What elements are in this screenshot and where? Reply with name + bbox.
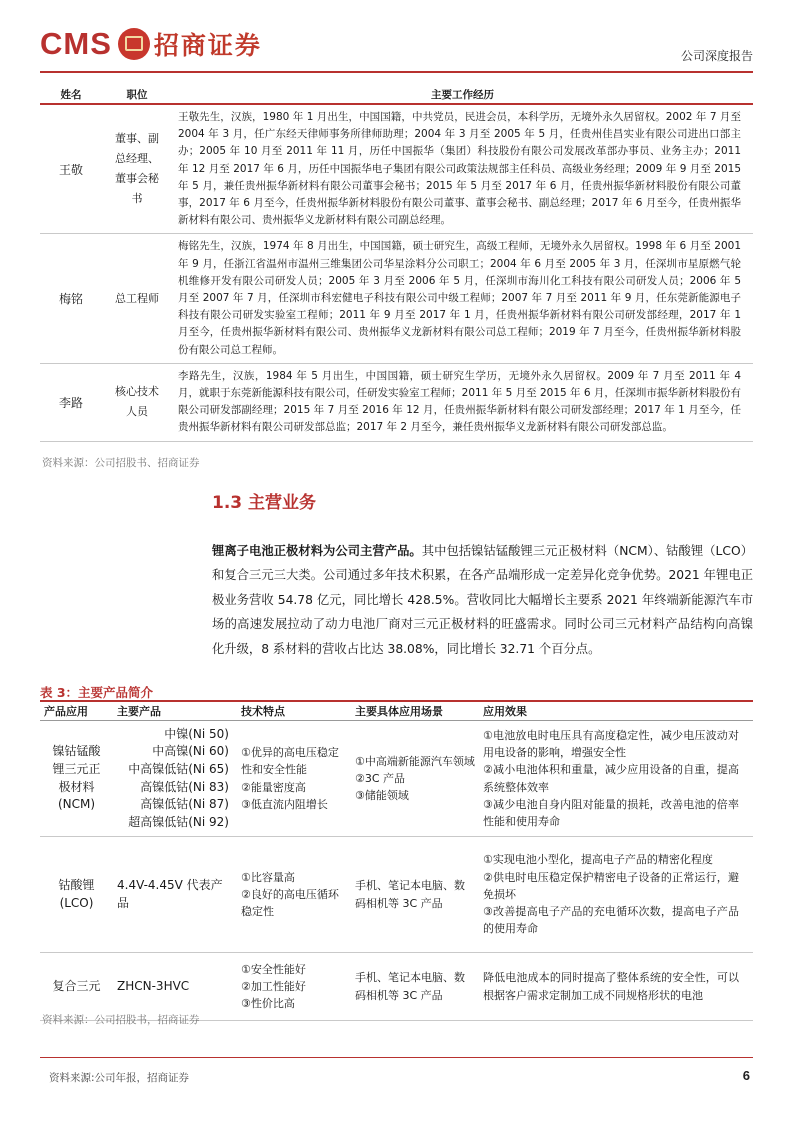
application-line: 复合三元 <box>52 978 101 993</box>
col-header-features: 技术特点 <box>237 701 351 721</box>
paragraph-body: 其中包括镍钴锰酸锂三元正极材料（NCM）、钴酸锂（LCO）和复合三元三大类。公司通过多年技术积累，在各产品端形成一定差异化竞争优势。2021 年锂电正极业务营收 54.78 亿元，同比增长 428.5%。营收同比大幅增长主要系 2021 年终端新能源汽车市场的高速发展拉动了动力电池厂商对三元正极材料的旺盛需求。同时公司三元材料产品结构向高镍化升级，8 系材料的营收占比达 38.08%，同比增长 32.71 个百分点。 <box>212 544 753 656</box>
product-application <box>40 721 113 837</box>
application-line: (LCO) <box>59 895 94 910</box>
application-line: 镍钴锰酸 <box>52 744 101 759</box>
paragraph-lead: 锂离子电池正极材料为公司主营产品。 <box>212 544 422 558</box>
col-header-product: 主要产品 <box>113 701 237 721</box>
page-number: 6 <box>742 1068 750 1083</box>
product-item: 4.4V-4.45V 代表产品 <box>117 877 223 910</box>
product-item: 中高镍(Ni 60) <box>152 744 229 759</box>
table-row <box>40 363 753 441</box>
logo-emblem-icon <box>118 28 150 60</box>
product-scenarios: 手机、笔记本电脑、数码相机等 3C 产品 <box>351 837 479 953</box>
table-title: 表 3：主要产品简介 <box>40 685 154 700</box>
product-features: ①安全性能好 ②加工性能好 ③性价比高 <box>237 953 351 1021</box>
table-row <box>40 837 753 953</box>
product-item: ZHCN-3HVC <box>117 978 190 993</box>
table-source-note: 资料来源：公司招股书，招商证券 <box>42 1014 200 1026</box>
person-position <box>102 104 172 234</box>
product-table <box>40 700 753 1021</box>
person-experience: 梅铭先生，汉族，1974 年 8 月出生，中国国籍，硕士研究生，高级工程师，无境外永久居留权。1998 年 6 月至 2001 年 9 月，任浙江省温州市温州三维集团公司华星涂料分公司职工；2004 年 6 月至 2005 年 3 月，任深圳市星原燃气轮机维修开发有限公司研发人员；2005 年 3 月至 2006 年 5 月，任深圳市海川化工科技有限公司研发人员；2006 年 5 月至 2007 年 7 月，任深圳市科宏健电子科技有限公司中级工程师；2007 年 7 月至 2011 年 9 月，任东莞新能源电子科技有限公司研发实验室工程师；2011 年 9 月至 2017 年 1 月，任贵州振华新材料有限公司研发部经理，2017 年 1 月至今，任贵州振华新材料有限公司、贵州振华义龙新材料有限公司总工程师；2019 年 7 月至今，任贵州振华新材料股份有限公司总工程师。 <box>172 234 753 363</box>
product-features: ①比容量高 ②良好的高电压循环稳定性 <box>237 837 351 953</box>
application-line: 锂三元正 <box>52 761 101 776</box>
section-title: 1.3 主营业务 <box>212 493 317 513</box>
product-list <box>113 953 237 1021</box>
position-line: 人员 <box>126 405 148 419</box>
col-header-application: 产品应用 <box>40 701 113 721</box>
product-list <box>113 837 237 953</box>
col-header-experience: 主要工作经历 <box>172 85 753 104</box>
product-application <box>40 837 113 953</box>
product-scenarios: 手机、笔记本电脑、数码相机等 3C 产品 <box>351 953 479 1021</box>
footer-source: 资料来源:公司年报，招商证券 <box>49 1072 190 1084</box>
person-position <box>102 363 172 441</box>
product-item: 超高镍低钴(Ni 92) <box>128 814 229 829</box>
logo-text-cn: 招商证券 <box>153 31 262 60</box>
position-line: 董事、副 <box>115 132 159 146</box>
table-row <box>40 234 753 363</box>
position-line: 董事会秘 <box>115 172 159 186</box>
product-item: 中高镍低钴(Ni 65) <box>128 761 229 776</box>
table-source-note: 资料来源：公司招股书、招商证券 <box>42 457 200 469</box>
product-list <box>113 721 237 837</box>
position-line: 总工程师 <box>115 291 159 305</box>
position-line: 总经理、 <box>115 152 159 166</box>
position-line: 书 <box>131 192 143 206</box>
col-header-effects: 应用效果 <box>479 701 753 721</box>
product-effects: 降低电池成本的同时提高了整体系统的安全性，可以根据客户需求定制加工成不同规格形状的电池 <box>479 953 753 1021</box>
col-header-scenarios: 主要具体应用场景 <box>351 701 479 721</box>
product-item: 中镍(Ni 50) <box>164 726 229 741</box>
application-line: 极材料 <box>58 779 95 794</box>
product-scenarios: ①中高端新能源汽车领域 ②3C 产品 ③储能领域 <box>351 721 479 837</box>
application-line: 钴酸锂 <box>58 877 95 892</box>
person-name: 李路 <box>40 363 102 441</box>
table-row <box>40 104 753 234</box>
product-features: ①优异的高电压稳定性和安全性能 ②能量密度高 ③低直流内阻增长 <box>237 721 351 837</box>
person-name: 王敬 <box>40 104 102 234</box>
table-row <box>40 721 753 837</box>
product-effects: ①实现电池小型化，提高电子产品的精密化程度 ②供电时电压稳定保护精密电子设备的正常运行，避免损坏 ③改善提高电子产品的充电循环次数，提高电子产品的使用寿命 <box>479 837 753 953</box>
position-line: 核心技术 <box>115 385 159 399</box>
header-divider <box>40 71 753 73</box>
company-logo <box>40 20 262 68</box>
product-item: 高镍低钴(Ni 87) <box>140 797 229 812</box>
application-line: (NCM) <box>57 797 96 812</box>
col-header-position: 职位 <box>102 85 172 104</box>
section-paragraph <box>212 539 753 661</box>
report-type: 公司深度报告 <box>680 49 753 63</box>
product-application <box>40 953 113 1021</box>
person-position <box>102 234 172 363</box>
logo-text-en: CMS <box>40 26 112 61</box>
person-name: 梅铭 <box>40 234 102 363</box>
col-header-name: 姓名 <box>40 85 102 104</box>
person-experience: 王敬先生，汉族，1980 年 1 月出生，中国国籍，中共党员，民进会员，本科学历，无境外永久居留权。2002 年 7 月至 2004 年 3 月，任广东经天律师事务所律师助理；2004 年 3 月至 2005 年 5 月，任贵州佳昌实业有限公司进出口部主办；2005 年 10 月至 2011 年 11 月，历任中国振华（集团）科技股份有限公司发展改革部办事员、业务主办；2011 年 12 月至 2017 年 6 月，历任中国振华电子集团有限公司政策法规部主任科员、高级业务经理；2009 年 9 月至 2015 年 5 月，兼任贵州振华新材料有限公司董事会秘书；2015 年 5 月至 2017 年 6 月，任贵州振华新材料股份有限公司董事，2017 年 6 月至今，任贵州振华新材料股份有限公司董事、董事会秘书、副总经理；2017 年 6 月至今，任贵州振华新材料有限公司、贵州振华义龙新材料有限公司副总经理。 <box>172 104 753 234</box>
product-effects: ①电池放电时电压具有高度稳定性，减少电压波动对用电设备的影响，增强安全性 ②减小电池体积和重量，减少应用设备的自重，提高系统整体效率 ③减少电池自身内阻对能量的损耗，改善电池的倍率性能和使用寿命 <box>479 721 753 837</box>
person-experience: 李路先生，汉族，1984 年 5 月出生，中国国籍，硕士研究生学历，无境外永久居留权。2009 年 7 月至 2011 年 4 月，就职于东莞新能源科技有限公司，任研发实验室工程师；2011 年 5 月至 2015 年 6 月，任深圳市振华新材料股份有限公司研发部副经理；2015 年 7 月至 2016 年 12 月，任贵州振华新材料有限公司研发部经理；2017 年 1 月至今，任贵州振华新材料有限公司研发部总监；2017 年 2 月至今，兼任贵州振华义龙新材料有限公司研发部总监。 <box>172 363 753 441</box>
product-item: 高镍低钴(Ni 83) <box>140 779 229 794</box>
table-row <box>40 953 753 1021</box>
management-table <box>40 85 753 442</box>
footer-divider <box>40 1057 753 1058</box>
